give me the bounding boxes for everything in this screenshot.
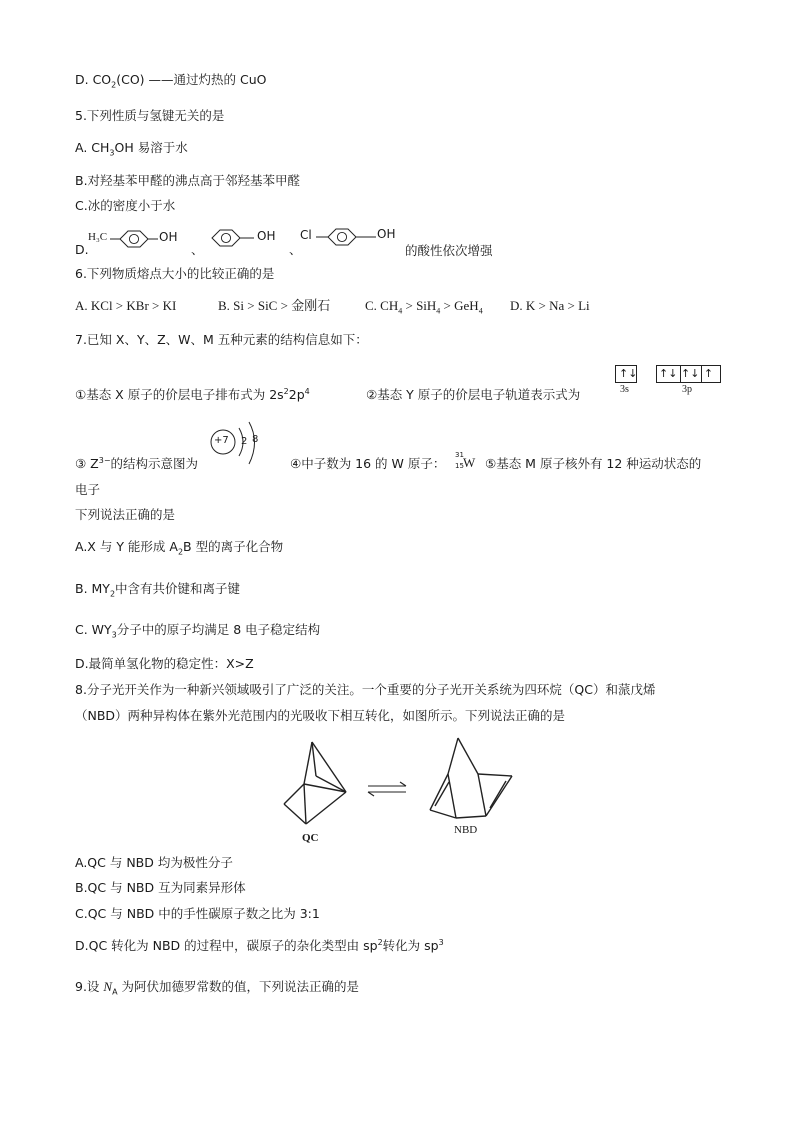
option-b-q6: B. Si > SiC > 金刚石 — [218, 298, 331, 313]
question-6: 6.下列物质熔点大小的比较正确的是 — [75, 266, 275, 281]
option-c-q8: C.QC 与 NBD 中的手性碳原子数之比为 3:1 — [75, 906, 320, 921]
option-c-q6: C. $CH_4 > SiH_4 > GeH_4$ — [365, 298, 483, 316]
option-b-q8: B.QC 与 NBD 互为同素异形体 — [75, 880, 246, 895]
question-8-line-1: 8.分子光开关作为一种新兴领域吸引了广泛的关注。一个重要的分子光开关系统为四环烷（QC）和蒎戊烯 — [75, 682, 656, 697]
question-9: 9.设 $N_A$ 为阿伏加德罗常数的值，下列说法正确的是 — [75, 979, 360, 997]
option-c-q5: C.冰的密度小于水 — [75, 198, 176, 213]
orbital-3s-label: 3s — [620, 384, 629, 395]
option-d-q5-tail: 的酸性依次增强 — [405, 243, 493, 258]
qc-structure — [284, 742, 346, 824]
option-d-q4: D. $CO_2(CO)$ ——通过灼热的 CuO — [75, 72, 267, 90]
option-b-q5: B.对羟基苯甲醛的沸点高于邻羟基苯甲醛 — [75, 173, 301, 188]
separator-2: 、 — [289, 242, 302, 257]
nbd-label: NBD — [454, 824, 478, 836]
separator-1: 、 — [191, 242, 204, 257]
orbital-3p-label: 3p — [682, 384, 692, 395]
option-d-q8: D.QC 转化为 NBD 的过程中，碳原子的杂化类型由 $sp^2$转化为 $sp^3$ — [75, 937, 444, 953]
phenol-structure: OH — [208, 228, 288, 252]
item-4-w: ④中子数为 16 的 W 原子： — [290, 456, 446, 471]
nbd-structure — [430, 738, 512, 818]
item-1-x: ①基态 X 原子的价层电子排布式为 $2s^22p^4$ — [75, 386, 310, 402]
nuclide-w: 31 15 W — [455, 451, 476, 470]
question-7-ask: 下列说法正确的是 — [75, 507, 176, 522]
qc-label: QC — [302, 832, 319, 844]
question-7: 7.已知 X、Y、Z、W、M 五种元素的结构信息如下： — [75, 332, 368, 347]
item-2-y: ②基态 Y 原子的价层电子轨道表示式为 — [366, 387, 581, 402]
item-3-z: ③ $Z^{3-}$的结构示意图为 — [75, 455, 199, 471]
option-a-q7: A.X 与 Y 能形成 $A_2B$ 型的离子化合物 — [75, 539, 284, 557]
item-5-m: ⑤基态 M 原子核外有 12 种运动状态的 — [485, 456, 702, 471]
item-5-m-cont: 电子 — [75, 482, 101, 497]
option-a-q5: A. $CH_3OH$ 易溶于水 — [75, 140, 188, 158]
qc-nbd-svg — [280, 738, 540, 848]
option-a-q8: A.QC 与 NBD 均为极性分子 — [75, 855, 233, 870]
option-c-q7: C. $WY_3$分子中的原子均满足 8 电子稳定结构 — [75, 622, 321, 640]
option-d-q7: D.最简单氢化物的稳定性：X>Z — [75, 656, 254, 671]
option-b-q7: B. $MY_2$中含有共价键和离子键 — [75, 581, 241, 599]
option-d-q5-label: D. — [75, 242, 89, 257]
orbital-3p-box: ↑↓ ↑↓ ↑ — [656, 365, 721, 383]
p-cresol-structure: H₃C OH — [88, 229, 188, 253]
question-8-line-2: （NBD）两种异构体在紫外光范围内的光吸收下相互转化，如图所示。下列说法正确的是 — [75, 708, 566, 723]
phenol-ring-svg — [208, 228, 288, 252]
option-d-q6: D. K > Na > Li — [510, 298, 590, 313]
equilibrium-arrows — [368, 782, 406, 796]
question-5: 5.下列性质与氢键无关的是 — [75, 108, 225, 123]
orbital-3s-box: ↑↓ — [615, 365, 637, 383]
qc-nbd-figure — [280, 738, 540, 848]
p-chlorophenol-structure: Cl OH — [300, 227, 410, 251]
option-a-q6: A. KCl > KBr > KI — [75, 298, 177, 313]
atomic-structure-diagram: +7 2 8 — [205, 420, 265, 470]
